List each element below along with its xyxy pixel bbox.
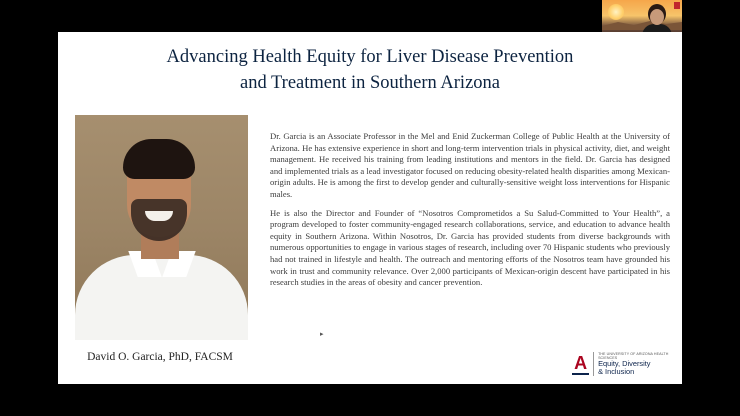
- photo-hair: [123, 139, 195, 179]
- photo-shirt: [75, 255, 248, 340]
- flag-icon: [674, 2, 680, 9]
- participant-head: [650, 9, 664, 25]
- bio-paragraph-2: He is also the Director and Founder of “Nosotros Comprometidos a Su Salud-Committed to Your Health”, a program developed to foster community-engaged research collaborations, service, and education to advance health equity in Southern Arizona. Within Nosotros, Dr. Garcia has provided students from diverse backgrounds with numerous opportunities to engage in various stages of research, including over 70 Hispanic students who previously had not trained in lifestyle and health. The outreach and mentoring efforts of the Nosotros team have grounded his work in trust and community relevance. Over 2,000 participants of Mexican-origin descent have participated in his research studies in the areas of obesity and cancer prevention.: [270, 207, 670, 288]
- arizona-a-icon: A: [572, 353, 589, 375]
- logo-text: [598, 352, 676, 376]
- logo-divider: [593, 352, 594, 376]
- logo-line-2: & Inclusion: [598, 367, 635, 376]
- logo-small-text: THE UNIVERSITY OF ARIZONA HEALTH SCIENCES: [598, 352, 669, 360]
- speaker-bio: [270, 131, 670, 296]
- slide-title: [58, 44, 682, 96]
- speaker-caption: David O. Garcia, PhD, FACSM: [87, 351, 233, 363]
- university-logo: [572, 350, 676, 378]
- slide-title-line-1: Advancing Health Equity for Liver Disease Prevention: [166, 47, 574, 67]
- mouse-cursor-icon: ▸: [320, 330, 324, 338]
- presentation-slide: [58, 32, 682, 384]
- logo-line-1: Equity, Diversity: [598, 359, 651, 368]
- sun: [608, 4, 624, 20]
- bio-paragraph-1: Dr. Garcia is an Associate Professor in the Mel and Enid Zuckerman College of Public Health at the University of Arizona. He has extensive experience in short and long-term intervention trials in physical activity, diet, and weight management. He received his training from leading institutions and mentors in the field. Dr. Garcia has designed and implemented trials as a lead investigator focused on reducing obesity-related health disparities among Mexican-origin adults. He is among the first to develop gender and culturally-sensitive weight loss interventions for Hispanic males.: [270, 131, 670, 199]
- speaker-photo: [75, 115, 248, 340]
- slide-title-line-2: and Treatment in Southern Arizona: [240, 73, 500, 93]
